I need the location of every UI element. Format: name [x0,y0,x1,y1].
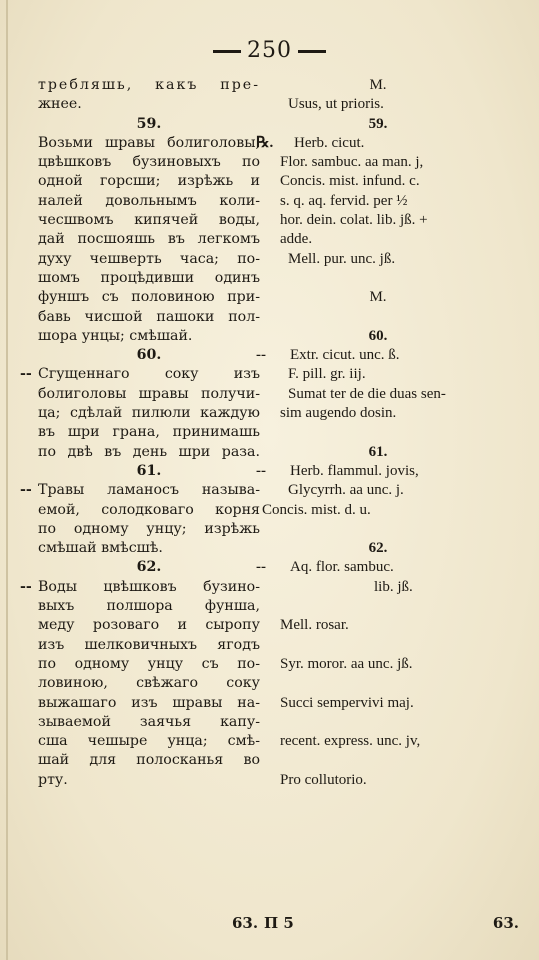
text-line: hor. dein. colat. lib. jß. + [280,212,428,229]
text-line: емой, солодковаго корня [38,501,260,518]
spacer [262,597,494,616]
text-line: по одному унцу; изрѣжь [38,520,260,537]
text-line: сша чешыре унца; смѣ- [38,733,260,750]
text-line: s. q. aq. fervid. per ½ [280,192,408,209]
text-line: выхъ полшора фунша, [38,598,260,615]
mix-abbrev: M. [369,77,387,93]
recipe-symbol: ℞. [256,134,274,151]
section-number: 62. [368,540,388,557]
dash-marker: -- [256,462,266,479]
text-line: чесшвомъ кипячей воды, [38,212,260,229]
text-line: Sumat ter de die duas sen- [288,385,446,402]
section-number: 59. [368,115,388,132]
text-line: ца; сдѣлай пилюли каждую [38,405,260,422]
dash-marker: -- [256,347,266,364]
text-line: -- Extr. cicut. unc. ß. [262,346,494,365]
dash-marker: -- [20,366,32,383]
text-line: зываемой заячья капу- [38,713,260,730]
dash-marker: -- [20,482,32,499]
text-line: по одному унцу съ по- [38,655,260,672]
text-line: по двѣ въ день шри раза. [38,443,260,460]
section-number: 60. [136,347,162,364]
text-line: Возьми шравы болиголовы, [38,134,260,151]
mix-abbrev: M. [369,289,387,306]
text-line: духу чешверть часа; по- [38,250,260,267]
spacer [262,713,494,732]
text-line: меду розоваго и сыропу [38,617,260,634]
text-line: болиголовы шравы получи- [38,385,260,402]
text-line: -- Сгущеннаго соку изъ [38,365,260,384]
footer-section-number: 63. [232,914,259,932]
text-line: налей довольнымъ коли- [38,192,260,209]
left-intro-line: требляшь, какъ пре- [38,77,260,93]
text-line: бавь чисшой пашоки пол- [38,308,260,325]
header-rule-right [298,50,326,53]
text-line: Pro collutorio. [280,771,367,788]
section-number: 62. [136,559,162,576]
text-line: Glycyrrh. aa unc. j. [288,482,404,499]
text-line: Syr. moror. aa unc. jß. [280,655,413,672]
section-number: 60. [368,327,388,344]
dash-marker: -- [256,559,266,576]
text-line: одной горсши; изрѣжь и [38,173,260,190]
text-line: дай посшояшь въ легкомъ [38,231,260,248]
catchword: 63. [492,914,519,932]
text-line: sim augendo dosin. [280,405,397,422]
spacer [262,269,494,288]
text-line: Flor. sambuc. aa man. j, [280,154,424,171]
text-line: Concis. mist. d. u. [262,501,371,518]
spacer [262,423,494,442]
text-line: lib. jß. [374,578,413,595]
text-line: смѣшай вмѣсшѣ. [38,540,163,557]
page-number: 250 [247,38,292,63]
text-line: -- Воды цвѣшковъ бузино- [38,578,260,597]
header-rule-left [213,50,241,53]
section-number: 61. [136,462,162,479]
right-intro-line: Usus, ut prioris. [288,96,384,113]
text-line: -- Aq. flor. sambuc. [262,558,494,577]
page-gutter [6,0,8,960]
spacer [262,636,494,655]
section-number: 61. [368,443,388,460]
text-line: выжашаго изъ шравы на- [38,694,260,711]
spacer [262,751,494,770]
text-line: Mell. pur. unc. jß. [288,250,396,267]
text-line: фуншъ съ половиною при- [38,289,260,306]
text-line: -- Травы ламаносъ называ- [38,481,260,500]
text-line: recent. express. unc. jv, [280,733,421,750]
russian-column [20,76,260,790]
text-line: F. pill. gr. iij. [288,366,366,383]
text-line: шора унцы; смѣшай. [38,327,193,344]
spacer [262,674,494,693]
page-header [0,38,539,63]
left-intro-line: жнее. [38,96,82,113]
text-line: въ шри грана, принимашь [38,424,260,441]
text-line: -- Herb. flammul. jovis, [262,462,494,481]
text-line: ℞. Herb. cicut. [262,134,494,153]
dash-marker: -- [20,578,32,595]
text-line: изъ шелковичныхъ ягодъ [38,636,260,653]
text-line: Succi sempervivi maj. [280,694,414,711]
latin-column [256,76,494,790]
text-line: adde. [280,231,313,248]
section-number: 59. [136,115,162,132]
spacer [262,308,494,327]
text-line: шай для полосканья во [38,752,260,769]
text-line: ловиною, свѣжаго соку [38,675,260,692]
text-line: цвѣшковъ бузиновыхъ по [38,154,260,171]
text-line: рту. [38,771,68,788]
text-line: шомъ процѣдивши одинъ [38,269,260,286]
text-line: Concis. mist. infund. c. [280,173,420,190]
text-line: Mell. rosar. [280,617,349,634]
signature-mark: П 5 [264,914,294,932]
spacer [262,520,494,539]
